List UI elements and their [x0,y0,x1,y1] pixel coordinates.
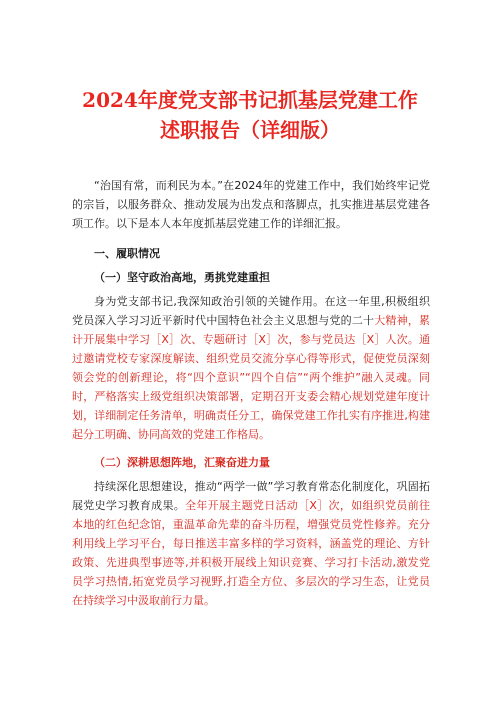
title-line-1: 2024年度党支部书记抓基层党建工作 [82,88,418,112]
subsection-heading-2: （二）深耕思想阵地，汇聚奋进力量 [94,456,270,469]
paragraph-highlight-text: 大精神，累计开展集中学习［X］次、专题研讨［X］次，参与党员达［X］人次。通过邀请党校专家深度解读、组织党员交流分享心得等形式，促使党员深刻领会党的创新理论，将“四个意识”“四个自信”“两个维护”融入灵魂。同时，严格落实上级党组织决策部署，定期召开支委会精心规划党建年度计划，详细制定任务清单，明确责任分工，确保党建工作扎实有序推进,构建起分工明确、协同高效的党建工作格局。 [72,314,431,441]
document-body [72,176,430,610]
document-title [0,85,500,145]
section-heading-duties: 一、履职情况 [94,247,160,260]
paragraph-highlight-text: 全年开展主题党日活动［X］次，如组织党员前往本地的红色纪念馆，重温革命先辈的奋斗历程，增强党员党性修养。充分利用线上学习平台，每日推送丰富多样的学习资料，涵盖党的理论、方针政策、先进典型事迹等,并积极开展线上知识竞赛、学习打卡活动,激发党员学习热情,拓宽党员学习视野,打造全方位、多层次的学习生态，让党员在持续学习中汲取前行力量。 [72,499,431,607]
title-line-2: 述职报告（详细版） [160,118,340,142]
subsection-1-paragraph [72,292,430,444]
intro-paragraph: “治国有常，而利民为本。”在2024年的党建工作中，我们始终牢记党的宗旨，以服务群众、推动发展为出发点和落脚点，扎实推进基层党建各项工作。以下是本人本年度抓基层党建工作的详细汇报。 [72,179,430,230]
paragraph-plain-text: 持续深化思想建设，推动“两学一做”学习教育常态化制度化，巩固拓展党史学习教育成果。 [72,480,430,512]
paragraph-plain-text: 身为党支部书记,我深知政治引领的关键作用。在这一年里,积极组织党员深入学习习近平新时代中国特色社会主义思想与党的二十 [72,295,430,327]
subsection-2-paragraph [72,477,430,610]
subsection-heading-1: （一）坚守政治高地，勇挑党建重担 [94,271,270,284]
